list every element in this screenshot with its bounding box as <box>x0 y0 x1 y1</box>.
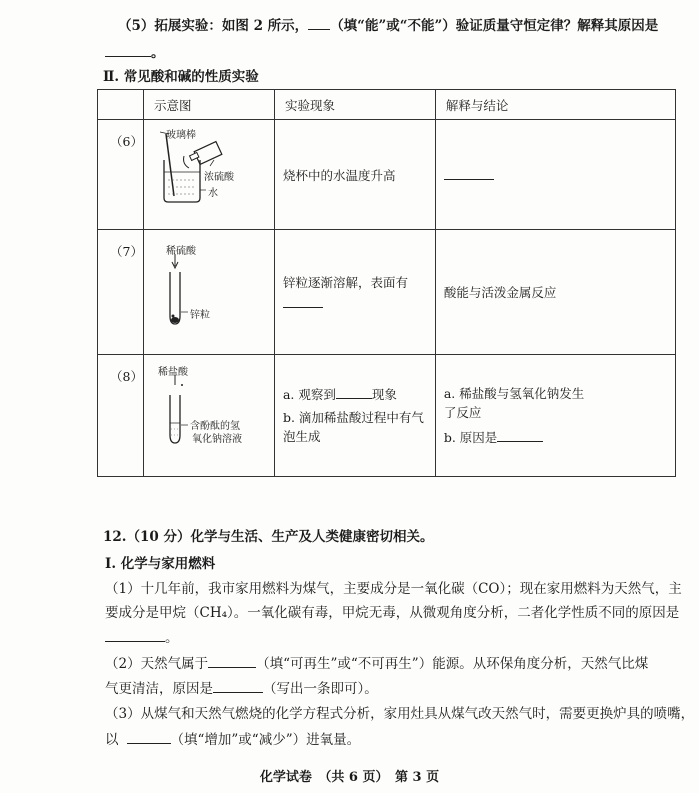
q12-p3-blank[interactable] <box>127 731 171 744</box>
zinc-test-tube-diagram <box>144 230 274 353</box>
row7-num: （7） <box>98 230 144 355</box>
row8-conclusion-b: b. 原因是 <box>443 430 498 445</box>
row8-phenomenon-b1: b. 滴加稀盐酸过程中有气 <box>282 410 424 425</box>
row7-phenomenon <box>274 230 435 355</box>
q12-p2-blank-1[interactable] <box>208 655 256 668</box>
row8-phenomenon-b2: 泡生成 <box>282 429 321 444</box>
section2-title: Ⅱ. 常见酸和碱的性质实验 <box>103 69 259 85</box>
row8-conclusion-a2: 了反应 <box>443 405 482 420</box>
row8-a-suffix: 现象 <box>371 387 397 402</box>
q12-p1-end: 。 <box>165 630 179 646</box>
q12-p1-line2: 要成分是甲烷（CH₄）。一氧化碳有毒，甲烷无毒，从微观角度分析，二者化学性质不同的原因是 <box>105 605 680 621</box>
row8-conclusion-blank[interactable] <box>497 429 543 442</box>
q5-text-b: （填“能”或“不能”）验证质量守恒定律？解释其原因是 <box>330 18 659 34</box>
label-dilute-sulfuric: 稀硫酸 <box>165 246 196 257</box>
row8-phenomenon-text <box>275 385 435 446</box>
q12-p1-blank[interactable] <box>105 629 165 642</box>
label-zinc: 锌粒 <box>189 310 210 321</box>
q5-blank-1[interactable] <box>308 17 330 30</box>
row6-phenomenon-text: 烧杯中的水温度升高 <box>282 167 396 183</box>
table-header-row <box>98 90 676 120</box>
row6-conclusion <box>435 120 675 230</box>
header-phenomenon: 实验现象 <box>274 90 435 120</box>
row8-num: （8） <box>98 355 144 477</box>
row8-phenomenon <box>274 355 435 477</box>
row7-figure-cell <box>143 230 274 355</box>
table-row <box>98 355 676 477</box>
label-water: 水 <box>207 188 218 199</box>
q12-p1-line3 <box>105 629 179 647</box>
zinc-figure <box>144 230 274 353</box>
label-conc-sulfuric: 浓硫酸 <box>203 172 234 183</box>
q5-line1 <box>118 17 658 35</box>
q5-blank-2[interactable] <box>105 44 151 57</box>
q12-p3-line2 <box>105 731 360 749</box>
q12-p2-blank-2[interactable] <box>213 680 263 693</box>
q5-line2-end: 。 <box>151 45 165 61</box>
header-conclusion: 解释与结论 <box>435 90 675 120</box>
row7-phenomenon-line1: 锌粒逐渐溶解，表面有 <box>282 275 408 290</box>
row8-phenomenon-blank[interactable] <box>336 386 372 399</box>
row6-figure-cell <box>143 120 274 230</box>
row6-conclusion-blank[interactable] <box>444 167 494 180</box>
dilution-figure <box>144 120 274 228</box>
header-diagram: 示意图 <box>143 90 274 120</box>
q12-p2-line2 <box>105 680 378 698</box>
q12-p2-text-a: （2）天然气属于 <box>105 656 209 672</box>
q12-p3-text-b: （填“增加”或“减少”）进氧量。 <box>170 732 361 748</box>
row6-num: （6） <box>98 120 144 230</box>
label-phenolphthalein-1: 含酚酞的氢 <box>189 421 240 432</box>
label-phenolphthalein-2: 氧化钠溶液 <box>191 434 242 445</box>
row8-conclusion <box>435 355 675 477</box>
q12-section1: Ⅰ. 化学与家用燃料 <box>105 556 216 572</box>
row7-conclusion-text: 酸能与活泼金属反应 <box>443 285 557 300</box>
q5-text-a: （5）拓展实验：如图 2 所示， <box>118 18 309 34</box>
label-glass-rod: 玻璃棒 <box>165 130 196 141</box>
row6-phenomenon <box>274 120 435 230</box>
q12-p2-text-b: （填“可再生”或“不可再生”）能源。从环保角度分析，天然气比煤 <box>256 656 649 672</box>
row8-phenomenon-a <box>283 385 435 404</box>
q12-p2-text-c: 气更清洁，原因是 <box>105 681 213 697</box>
row8-figure-cell <box>143 355 274 477</box>
experiment-table <box>97 89 676 477</box>
row8-conclusion-text <box>436 384 675 447</box>
page-footer: 化学试卷 （共 6 页） 第 3 页 <box>259 770 440 785</box>
row8-a-prefix: a. 观察到 <box>282 387 336 402</box>
q5-line2 <box>105 44 165 62</box>
row7-conclusion <box>435 230 675 355</box>
q12-p3-text-a: 以 <box>105 732 119 748</box>
row7-phenomenon-blank[interactable] <box>283 295 323 308</box>
hcl-figure <box>144 355 274 475</box>
header-empty <box>98 90 144 120</box>
table-row <box>98 120 676 230</box>
table-row <box>98 230 676 355</box>
q12-p2-text-d: （写出一条即可）。 <box>263 681 378 697</box>
label-dilute-hcl: 稀盐酸 <box>157 367 188 378</box>
row7-phenomenon-text <box>275 273 435 311</box>
q12-p3-line1: （3）从煤气和天然气燃烧的化学方程式分析，家用灶具从煤气改天然气时，需要更换炉具的喷嘴， <box>105 706 695 722</box>
q12-p2-line1 <box>105 655 648 673</box>
q12-title: 12.（10 分）化学与生活、生产及人类健康密切相关。 <box>103 529 434 545</box>
row8-conclusion-a1: a. 稀盐酸与氢氧化钠发生 <box>443 386 585 401</box>
q12-p1-line1: （1）十几年前，我市家用燃料为煤气，主要成分是一氧化碳（CO）；现在家用燃料为天然气，主 <box>105 581 682 597</box>
